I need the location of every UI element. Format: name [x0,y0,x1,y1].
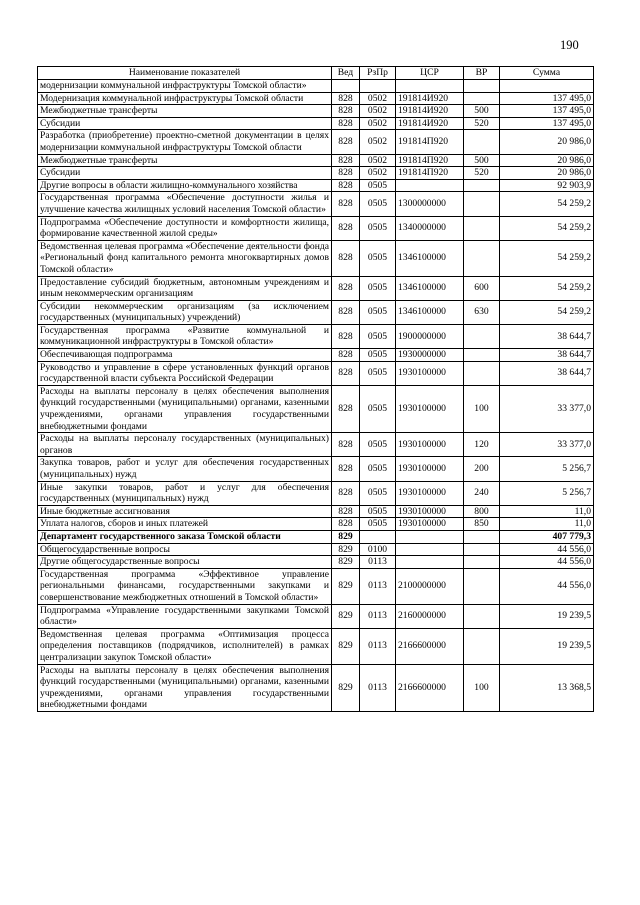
table-row [38,130,594,154]
cell-vr: 520 [464,167,500,180]
cell-csr [396,530,464,543]
cell-rzpr: 0505 [360,457,396,481]
cell-rzpr [360,80,396,93]
cell-name: Модернизация коммунальной инфраструктуры Томской области [38,92,332,105]
cell-ved: 828 [332,130,360,154]
header-ved: Вед [332,67,360,80]
cell-csr: 1930100000 [396,505,464,518]
cell-sum: 44 556,0 [500,556,594,569]
header-sum: Сумма [500,67,594,80]
cell-ved: 828 [332,518,360,531]
cell-csr: 2166600000 [396,628,464,664]
cell-vr [464,568,500,604]
cell-vr [464,604,500,628]
cell-sum: 5 256,7 [500,457,594,481]
cell-vr [464,92,500,105]
cell-vr: 520 [464,117,500,130]
cell-csr: 191814П920 [396,154,464,167]
cell-vr [464,130,500,154]
cell-vr: 850 [464,518,500,531]
table-row [38,92,594,105]
cell-vr [464,361,500,385]
cell-rzpr: 0502 [360,130,396,154]
header-rzpr: РзПр [360,67,396,80]
cell-vr [464,530,500,543]
table-row [38,216,594,240]
cell-ved: 828 [332,349,360,362]
cell-rzpr: 0505 [360,518,396,531]
cell-rzpr: 0505 [360,481,396,505]
cell-vr [464,324,500,348]
cell-csr: 1930100000 [396,433,464,457]
cell-name: Закупка товаров, работ и услуг для обеспечения государственных (муниципальных) нужд [38,457,332,481]
cell-name: Обеспечивающая подпрограмма [38,349,332,362]
cell-sum: 5 256,7 [500,481,594,505]
cell-vr [464,192,500,216]
cell-rzpr: 0505 [360,240,396,276]
cell-csr: 191814И920 [396,117,464,130]
cell-rzpr: 0502 [360,154,396,167]
cell-sum: 38 644,7 [500,361,594,385]
cell-sum: 33 377,0 [500,433,594,457]
cell-vr: 120 [464,433,500,457]
cell-sum: 38 644,7 [500,324,594,348]
table-row [38,556,594,569]
cell-name: Ведомственная целевая программа «Обеспечение деятельности фонда «Региональный фонд капитального ремонта многоквартирных домов Томской области» [38,240,332,276]
cell-ved: 828 [332,154,360,167]
table-row [38,117,594,130]
table-row [38,154,594,167]
cell-ved: 829 [332,628,360,664]
cell-rzpr: 0505 [360,433,396,457]
cell-name: Подпрограмма «Управление государственными закупками Томской области» [38,604,332,628]
table-row [38,505,594,518]
table-row [38,276,594,300]
cell-name: Государственная программа «Развитие коммунальной и коммуникационной инфраструктуры в Томской области» [38,324,332,348]
table-row [38,518,594,531]
page-number: 190 [560,38,579,52]
cell-vr [464,556,500,569]
cell-sum: 20 986,0 [500,130,594,154]
cell-rzpr: 0502 [360,92,396,105]
cell-vr [464,216,500,240]
cell-ved: 828 [332,361,360,385]
table-row [38,324,594,348]
cell-sum: 137 495,0 [500,117,594,130]
cell-vr [464,628,500,664]
cell-sum: 54 259,2 [500,276,594,300]
cell-csr: 191814П920 [396,130,464,154]
cell-sum: 19 239,5 [500,604,594,628]
cell-ved: 828 [332,457,360,481]
cell-rzpr: 0502 [360,117,396,130]
cell-vr [464,349,500,362]
cell-rzpr: 0505 [360,179,396,192]
table-row [38,457,594,481]
cell-rzpr: 0505 [360,216,396,240]
cell-vr: 500 [464,105,500,118]
budget-table [37,66,594,712]
cell-name: Иные бюджетные ассигнования [38,505,332,518]
cell-vr: 630 [464,300,500,324]
cell-sum [500,80,594,93]
cell-csr: 191814П920 [396,167,464,180]
table-row [38,361,594,385]
cell-rzpr: 0505 [360,192,396,216]
cell-sum: 13 368,5 [500,664,594,711]
cell-name: Государственная программа «Обеспечение доступности жилья и улучшение качества жилищных условий населения Томской области» [38,192,332,216]
table-row [38,543,594,556]
table-row [38,433,594,457]
cell-name: Ведомственная целевая программа «Оптимизация процесса определения поставщиков (подрядчиков, исполнителей) в рамках централизации закупок Томской области» [38,628,332,664]
cell-sum: 137 495,0 [500,92,594,105]
cell-rzpr: 0502 [360,105,396,118]
cell-name: Департамент государственного заказа Томской области [38,530,332,543]
cell-name: Расходы на выплаты персоналу в целях обеспечения выполнения функций государственными (муниципальными) органами, казенными учреждениями, органами управления государственными внебюджетными фондами [38,664,332,711]
cell-ved: 828 [332,300,360,324]
cell-name: Подпрограмма «Обеспечение доступности и комфортности жилища, формирование качественной жилой среды» [38,216,332,240]
cell-ved: 828 [332,433,360,457]
cell-sum: 407 779,3 [500,530,594,543]
cell-ved: 829 [332,530,360,543]
cell-sum: 11,0 [500,518,594,531]
table-row [38,192,594,216]
cell-rzpr: 0113 [360,628,396,664]
cell-name: Субсидии [38,167,332,180]
cell-vr: 100 [464,664,500,711]
cell-csr: 191814И920 [396,92,464,105]
cell-ved: 828 [332,505,360,518]
table-row [38,385,594,432]
cell-ved: 829 [332,664,360,711]
cell-ved: 828 [332,179,360,192]
table-row [38,105,594,118]
cell-sum: 54 259,2 [500,216,594,240]
cell-rzpr: 0502 [360,167,396,180]
cell-vr: 100 [464,385,500,432]
cell-name: Другие общегосударственные вопросы [38,556,332,569]
cell-csr: 1346100000 [396,300,464,324]
table-row [38,179,594,192]
cell-csr [396,179,464,192]
cell-name: Общегосударственные вопросы [38,543,332,556]
cell-name: Субсидии [38,117,332,130]
cell-ved: 829 [332,568,360,604]
cell-rzpr: 0505 [360,385,396,432]
cell-csr: 2166600000 [396,664,464,711]
table-row [38,167,594,180]
cell-csr [396,543,464,556]
cell-sum: 92 903,9 [500,179,594,192]
cell-rzpr: 0505 [360,276,396,300]
cell-rzpr: 0100 [360,543,396,556]
cell-ved: 828 [332,324,360,348]
cell-ved: 828 [332,92,360,105]
table-row [38,481,594,505]
cell-name: Разработка (приобретение) проектно-сметной документации в целях модернизации коммунальной инфраструктуры Томской области [38,130,332,154]
cell-csr: 1930100000 [396,361,464,385]
cell-name: Расходы на выплаты персоналу государственных (муниципальных) органов [38,433,332,457]
cell-rzpr [360,530,396,543]
cell-name: Уплата налогов, сборов и иных платежей [38,518,332,531]
cell-rzpr: 0505 [360,324,396,348]
cell-rzpr: 0113 [360,664,396,711]
cell-name: Расходы на выплаты персоналу в целях обеспечения выполнения функций государственными (муниципальными) органами, казенными учреждениями, органами управления государственными внебюджетными фондами [38,385,332,432]
cell-csr: 1930100000 [396,481,464,505]
cell-csr: 1930100000 [396,457,464,481]
cell-csr: 1930100000 [396,385,464,432]
cell-vr: 200 [464,457,500,481]
table-header-row [38,67,594,80]
cell-vr [464,80,500,93]
cell-sum: 44 556,0 [500,568,594,604]
cell-ved: 829 [332,604,360,628]
cell-csr [396,80,464,93]
cell-vr: 800 [464,505,500,518]
cell-csr: 2160000000 [396,604,464,628]
header-vr: ВР [464,67,500,80]
cell-csr: 1930100000 [396,518,464,531]
cell-ved: 828 [332,481,360,505]
cell-sum: 20 986,0 [500,167,594,180]
table-row [38,349,594,362]
cell-csr: 1900000000 [396,324,464,348]
table-row [38,628,594,664]
cell-rzpr: 0505 [360,349,396,362]
cell-sum: 20 986,0 [500,154,594,167]
cell-name: Субсидии некоммерческим организациям (за исключением государственных (муниципальных) учреждений) [38,300,332,324]
cell-sum: 54 259,2 [500,192,594,216]
cell-vr: 500 [464,154,500,167]
cell-ved: 828 [332,276,360,300]
cell-sum: 137 495,0 [500,105,594,118]
cell-rzpr: 0505 [360,505,396,518]
cell-ved: 829 [332,543,360,556]
cell-csr: 1930000000 [396,349,464,362]
cell-ved: 828 [332,105,360,118]
cell-ved: 828 [332,385,360,432]
cell-name: Межбюджетные трансферты [38,154,332,167]
cell-name: Другие вопросы в области жилищно-коммунального хозяйства [38,179,332,192]
cell-csr: 1340000000 [396,216,464,240]
header-csr: ЦСР [396,67,464,80]
cell-name: Руководство и управление в сфере установленных функций органов государственной власти субъекта Российской Федерации [38,361,332,385]
cell-vr [464,543,500,556]
cell-ved: 828 [332,167,360,180]
cell-name: Государственная программа «Эффективное управление региональными финансами, государственными закупками и совершенствование межбюджетных отношений в Томской области» [38,568,332,604]
cell-csr: 1346100000 [396,240,464,276]
table-row [38,530,594,543]
table-row [38,240,594,276]
cell-ved: 828 [332,117,360,130]
cell-rzpr: 0113 [360,556,396,569]
header-name: Наименование показателей [38,67,332,80]
cell-ved: 828 [332,240,360,276]
cell-sum: 33 377,0 [500,385,594,432]
cell-csr: 191814И920 [396,105,464,118]
cell-sum: 44 556,0 [500,543,594,556]
table-row [38,80,594,93]
cell-rzpr: 0113 [360,604,396,628]
cell-ved [332,80,360,93]
cell-csr [396,556,464,569]
cell-ved: 829 [332,556,360,569]
cell-csr: 1346100000 [396,276,464,300]
cell-name: Иные закупки товаров, работ и услуг для обеспечения государственных (муниципальных) нужд [38,481,332,505]
cell-sum: 19 239,5 [500,628,594,664]
cell-sum: 11,0 [500,505,594,518]
cell-name: Предоставление субсидий бюджетным, автономным учреждениям и иным некоммерческим организациям [38,276,332,300]
table-row [38,568,594,604]
cell-vr: 240 [464,481,500,505]
cell-vr [464,179,500,192]
cell-ved: 828 [332,192,360,216]
cell-vr [464,240,500,276]
cell-ved: 828 [332,216,360,240]
cell-rzpr: 0505 [360,300,396,324]
cell-vr: 600 [464,276,500,300]
cell-name: Межбюджетные трансферты [38,105,332,118]
cell-rzpr: 0505 [360,361,396,385]
cell-sum: 38 644,7 [500,349,594,362]
cell-name: модернизации коммунальной инфраструктуры Томской области» [38,80,332,93]
cell-rzpr: 0113 [360,568,396,604]
table-row [38,664,594,711]
table-row [38,604,594,628]
cell-csr: 1300000000 [396,192,464,216]
cell-csr: 2100000000 [396,568,464,604]
table-row [38,300,594,324]
cell-sum: 54 259,2 [500,240,594,276]
cell-sum: 54 259,2 [500,300,594,324]
